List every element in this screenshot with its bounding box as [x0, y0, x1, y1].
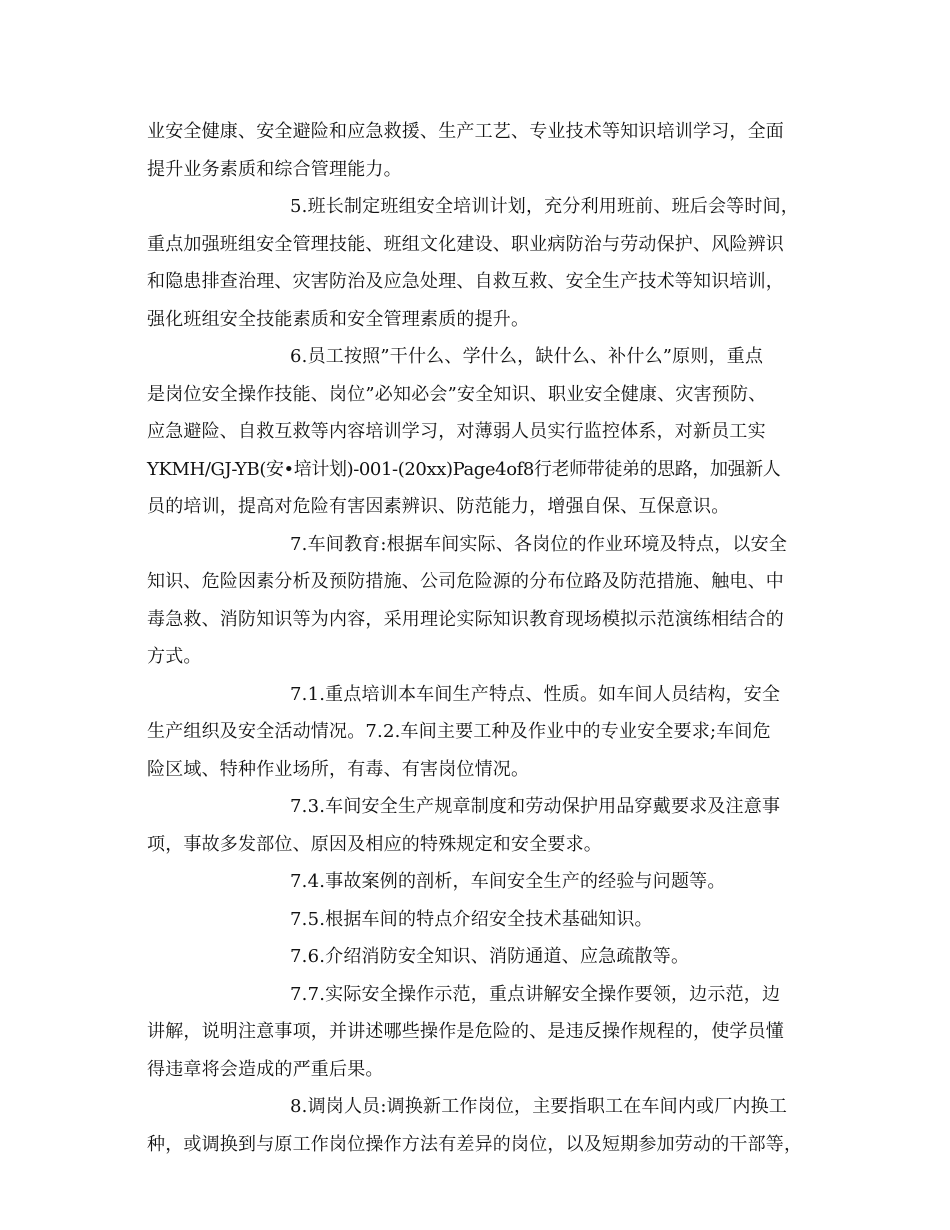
text-line: 应急避险、自救互救等内容培训学习，对薄弱人员实行监控体系，对新员工实 [147, 421, 766, 442]
text-line: 得违章将会造成的严重后果。 [147, 1058, 384, 1080]
text-line: 生产组织及安全活动情况。7.2.车间主要工种及作业中的专业安全要求;车间危 [147, 721, 771, 742]
text-line: 7.7.实际安全操作示范，重点讲解安全操作要领，边示范，边 [290, 983, 781, 1005]
text-line: 员的培训，提高对危险有害因素辨识、防范能力，增强自保、互保意识。 [147, 496, 730, 517]
text-line: 提升业务素质和综合管理能力。 [147, 158, 402, 180]
text-line: 和隐患排查治理、灾害防治及应急处理、自救互救、安全生产技术等知识培训， [147, 271, 784, 292]
text-line: 7.1.重点培训本车间生产特点、性质。如车间人员结构，安全 [290, 683, 781, 705]
text-line: 种，或调换到与原工作岗位操作方法有差异的岗位，以及短期参加劳动的干部等， [147, 1133, 803, 1155]
text-line: 强化班组安全技能素质和安全管理素质的提升。 [147, 308, 530, 330]
text-line: 项，事故多发部位、原因及相应的特殊规定和安全要求。 [147, 833, 602, 855]
text-line: 7.6.介绍消防安全知识、消防通道、应急疏散等。 [290, 946, 690, 967]
text-line: 方式。 [147, 646, 202, 667]
text-line: 5.班长制定班组安全培训计划，充分利用班前、班后会等时间， [290, 196, 799, 217]
body-text [147, 113, 803, 1163]
text-line: 6.员工按照”干什么、学什么，缺什么、补什么”原则，重点 [290, 346, 764, 367]
text-line: 业安全健康、安全避险和应急救援、生产工艺、专业技术等知识培训学习，全面 [147, 121, 784, 142]
text-line: YKMH/GJ-YB(安•培计划)-001-(20xx)Page4of8行老师带徒弟的思路，加强新人 [147, 458, 781, 480]
text-line: 8.调岗人员:调换新工作岗位，主要指职工在车间内或厂内换工 [290, 1096, 788, 1117]
text-line: 重点加强班组安全管理技能、班组文化建设、职业病防治与劳动保护、风险辨识 [147, 233, 784, 255]
text-line: 讲解，说明注意事项，并讲述哪些操作是危险的、是违反操作规程的，使学员懂 [147, 1021, 784, 1042]
text-line: 是岗位安全操作技能、岗位”必知必会”安全知识、职业安全健康、灾害预防、 [147, 383, 767, 405]
text-line: 7.车间教育:根据车间实际、各岗位的作业环境及特点，以安全 [290, 533, 788, 555]
text-line: 7.3.车间安全生产规章制度和劳动保护用品穿戴要求及注意事 [290, 796, 781, 817]
text-line: 毒急救、消防知识等为内容，采用理论实际知识教育现场模拟示范演练相结合的 [147, 608, 784, 630]
text-line: 7.5.根据车间的特点介绍安全技术基础知识。 [290, 908, 653, 930]
text-line: 险区域、特种作业场所，有毒、有害岗位情况。 [147, 758, 530, 780]
text-line: 知识、危险因素分析及预防措施、公司危险源的分布位路及防范措施、触电、中 [147, 571, 784, 592]
text-line: 7.4.事故案例的剖析，车间安全生产的经验与问题等。 [290, 871, 726, 892]
